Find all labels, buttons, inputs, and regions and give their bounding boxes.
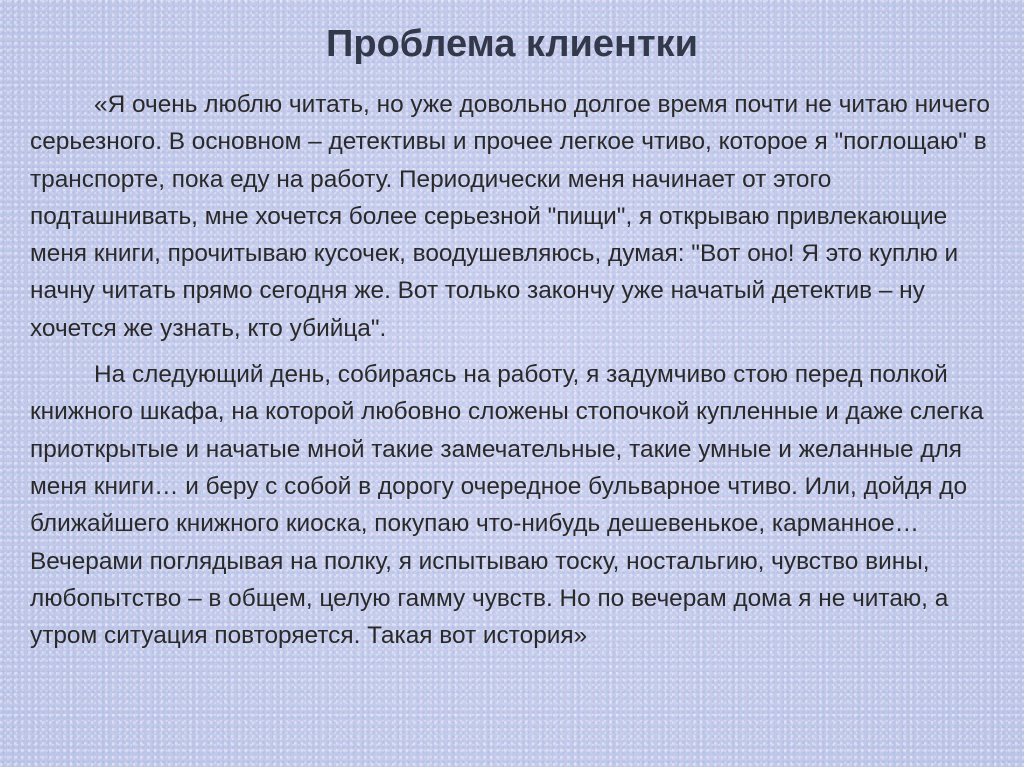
paragraph-1: «Я очень люблю читать, но уже довольно долгое время почти не читаю ничего серьезного. В основном – детективы и прочее легкое чтиво, которое я "поглощаю" в транспорте, пока еду на работу. Периодически меня начинает от этого подташнивать, мне хочется более серьезной "пищи", я открываю привлекающие меня книги, прочитываю кусочек, воодушевляюсь, думая: "Вот оно! Я это куплю и начну читать прямо сегодня же. Вот только закончу уже начатый детектив – ну хочется же узнать, кто убийца". [30,91,990,342]
slide-body [30,86,1004,663]
slide-title: Проблема клиентки [326,23,698,65]
paragraph-2: На следующий день, собираясь на работу, я задумчиво стою перед полкой книжного шкафа, на которой любовно сложены стопочкой купленные и даже слегка приоткрытые и начатые мной такие замечательные, такие умные и желанные для меня книги… и беру с собой в дорогу очередное бульварное чтиво. Или, дойдя до ближайшего книжного киоска, покупаю что-нибудь дешевенькое, карманное… Вечерами поглядывая на полку, я испытываю тоску, ностальгию, чувство вины, любопытство – в общем, целую гамму чувств. Но по вечерам дома я не читаю, а утром ситуация повторяется. Такая вот история» [30,361,984,650]
